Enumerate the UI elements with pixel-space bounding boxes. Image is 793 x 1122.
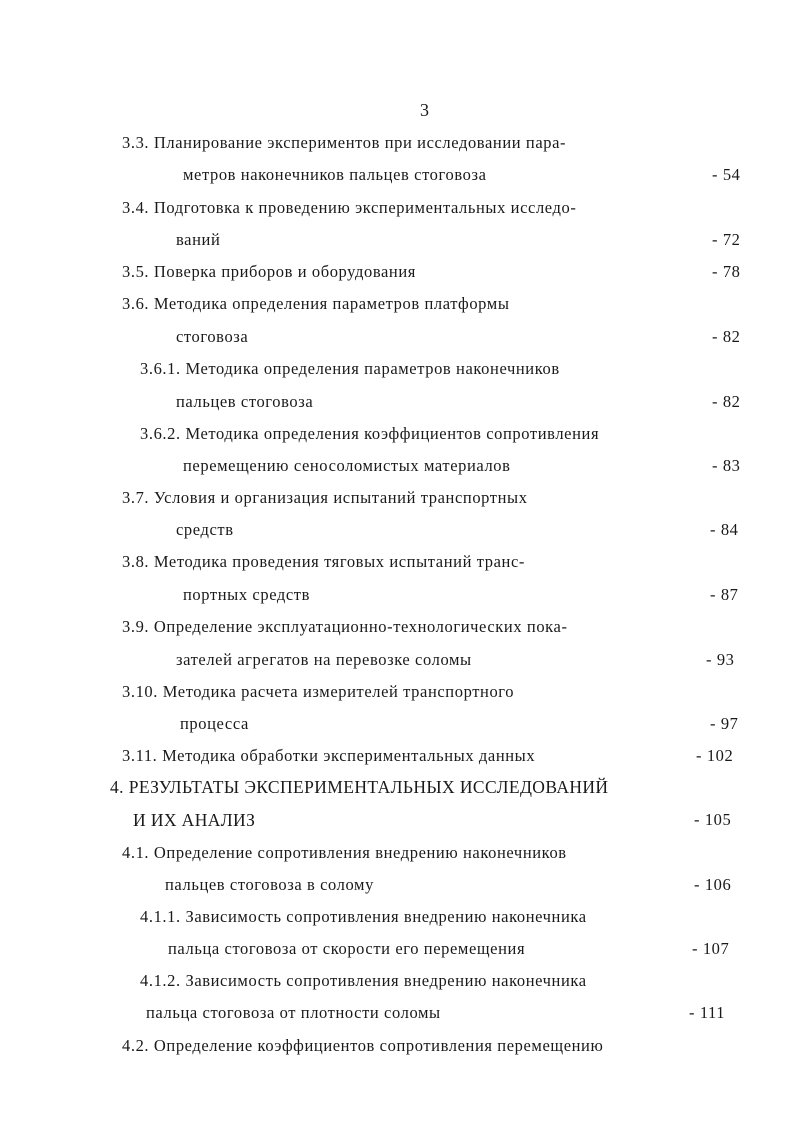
- toc-line: 3.3. Планирование экспериментов при исследовании пара-: [122, 133, 567, 152]
- toc-page-number: - 82: [712, 327, 741, 346]
- toc-line: 3.5. Поверка приборов и оборудования: [122, 262, 416, 281]
- toc-line: 4.1.1. Зависимость сопротивления внедрению наконечника: [140, 907, 587, 926]
- toc-page-number: - 78: [712, 262, 741, 281]
- toc-line: пальца стоговоза от плотности соломы: [146, 1003, 441, 1022]
- toc-line: 3.7. Условия и организация испытаний транспортных: [122, 488, 528, 507]
- toc-line: 3.6. Методика определения параметров платформы: [122, 294, 510, 313]
- toc-line: 3.6.2. Методика определения коэффициентов сопротивления: [140, 424, 600, 443]
- toc-line: ваний: [176, 230, 221, 249]
- toc-line: 3.6.1. Методика определения параметров наконечников: [140, 359, 560, 378]
- toc-line: стоговоза: [176, 327, 249, 346]
- toc-line: пальцев стоговоза: [176, 392, 314, 411]
- toc-page-number: - 54: [712, 165, 741, 184]
- toc-chapter-heading: И ИХ АНАЛИЗ: [133, 810, 256, 830]
- toc-chapter-heading: 4. РЕЗУЛЬТАТЫ ЭКСПЕРИМЕНТАЛЬНЫХ ИССЛЕДОВАНИЙ: [110, 777, 609, 797]
- toc-line: 4.2. Определение коэффициентов сопротивления перемещению: [122, 1036, 604, 1055]
- toc-line: 4.1.2. Зависимость сопротивления внедрению наконечника: [140, 971, 587, 990]
- toc-line: 3.11. Методика обработки экспериментальных данных: [122, 746, 536, 765]
- toc-page-number: - 105: [694, 810, 732, 829]
- toc-line: перемещению сеносоломистых материалов: [183, 456, 511, 475]
- toc-page-number: - 84: [710, 520, 739, 539]
- toc-page-number: - 97: [710, 714, 739, 733]
- toc-page-number: - 111: [689, 1003, 726, 1022]
- toc-line: 3.10. Методика расчета измерителей транспортного: [122, 682, 515, 701]
- toc-page-number: - 102: [696, 746, 734, 765]
- toc-line: 3.8. Методика проведения тяговых испытаний транс-: [122, 552, 525, 571]
- toc-line: 3.4. Подготовка к проведению экспериментальных исследо-: [122, 198, 577, 217]
- toc-page-number: - 93: [706, 650, 735, 669]
- toc-line: процесса: [180, 714, 249, 733]
- toc-page-number: - 106: [694, 875, 732, 894]
- toc-line: средств: [176, 520, 234, 539]
- toc-line: 3.9. Определение эксплуатационно-технологических пока-: [122, 617, 568, 636]
- toc-line: зателей агрегатов на перевозке соломы: [176, 650, 472, 669]
- toc-page-number: - 87: [710, 585, 739, 604]
- toc-page-number: - 107: [692, 939, 730, 958]
- toc-line: портных средств: [183, 585, 311, 604]
- toc-page-number: - 83: [712, 456, 741, 475]
- page-number: 3: [420, 100, 429, 120]
- toc-line: метров наконечников пальцев стоговоза: [183, 165, 487, 184]
- toc-line: 4.1. Определение сопротивления внедрению наконечников: [122, 843, 567, 862]
- toc-line: пальца стоговоза от скорости его перемещения: [168, 939, 526, 958]
- toc-page-number: - 82: [712, 392, 741, 411]
- toc-page-number: - 72: [712, 230, 741, 249]
- toc-line: пальцев стоговоза в солому: [165, 875, 374, 894]
